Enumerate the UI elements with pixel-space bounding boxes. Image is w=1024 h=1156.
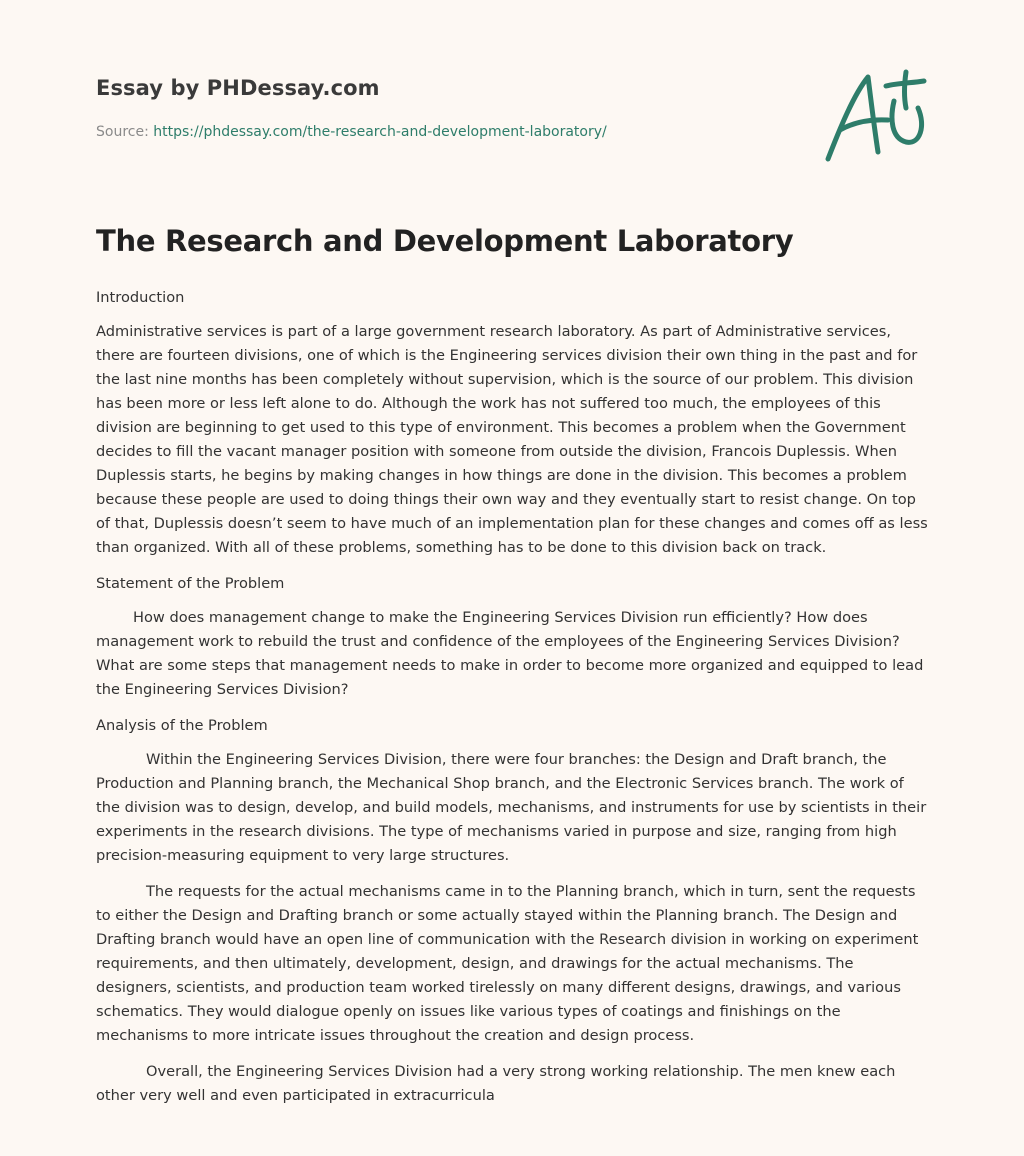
section-heading-statement: Statement of the Problem — [96, 575, 285, 592]
paragraph-analysis-2: The requests for the actual mechanisms came in to the Planning branch, which in turn, sent the requests to either the Design and Drafting branch or some actually stayed within the Planning branch. The Design and Drafting branch would have an open line of communication with the Research division in working on experiment requirements, and then ultimately, development, design, and drawings for the actual mechanisms. The designers, scientists, and production team worked tirelessly on many different designs, drawings, and various schematics. They would dialogue openly on issues like various types of coatings and finishings on the mechanisms to more intricate issues throughout the creation and design process. — [96, 883, 919, 1044]
paragraph-statement: How does management change to make the Engineering Services Division run efficiently? How does management work to rebuild the trust and confidence of the employees of the Engineering Services Division? What are some steps that management needs to make in order to become more organized and equipped to lead the Engineering Services Division? — [96, 609, 924, 698]
source-label: Source: — [96, 124, 149, 140]
essay-body — [96, 286, 932, 1120]
paragraph-analysis-1: Within the Engineering Services Division, there were four branches: the Design and Draft branch, the Production and Planning branch, the Mechanical Shop branch, and the Electronic Services branch. The work of the division was to design, develop, and build models, mechanisms, and instruments for use by scientists in their experiments in the research divisions. The type of mechanisms varied in purpose and size, ranging from high precision-measuring equipment to very large structures. — [96, 751, 927, 864]
source-line — [96, 124, 607, 140]
essay-title: The Research and Development Laboratory — [96, 224, 794, 258]
site-brand: Essay by PHDessay.com — [96, 76, 380, 100]
paragraph-analysis-3: Overall, the Engineering Services Division had a very strong working relationship. The men knew each other very well and even participated in extracurricula — [96, 1063, 896, 1104]
section-heading-introduction: Introduction — [96, 289, 185, 306]
section-heading-analysis: Analysis of the Problem — [96, 717, 268, 734]
source-link[interactable]: https://phdessay.com/the-research-and-development-laboratory/ — [153, 124, 607, 140]
a-plus-logo-icon — [818, 66, 930, 166]
paragraph-introduction: Administrative services is part of a large government research laboratory. As part of Administrative services, there are fourteen divisions, one of which is the Engineering services division their own thing in the past and for the last nine months has been completely without supervision, which is the source of our problem. This division has been more or less left alone to do. Although the work has not suffered too much, the employees of this division are beginning to get used to this type of environment. This becomes a problem when the Government decides to fill the vacant manager position with someone from outside the division, Francois Duplessis. When Duplessis starts, he begins by making changes in how things are done in the division. This becomes a problem because these people are used to doing things their own way and they eventually start to resist change. On top of that, Duplessis doesn’t seem to have much of an implementation plan for these changes and comes off as less than organized. With all of these problems, something has to be done to this division back on track. — [96, 323, 928, 556]
